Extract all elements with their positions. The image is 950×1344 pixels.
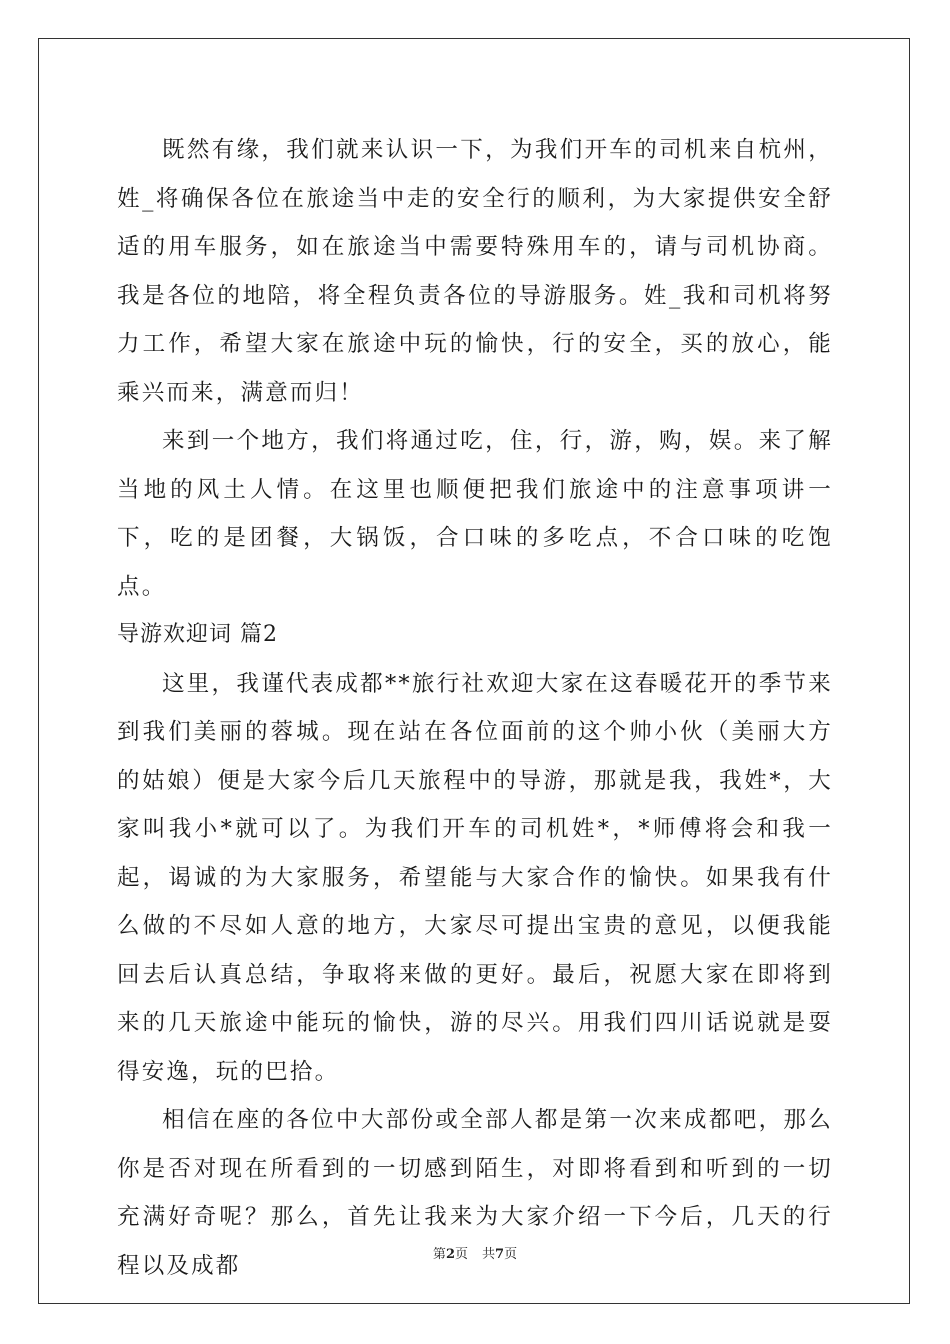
document-body	[117, 126, 833, 1290]
paragraph-local-customs: 来到一个地方，我们将通过吃，住，行，游，购，娱。来了解当地的风土人情。在这里也顺便把我们旅途中的注意事项讲一下，吃的是团餐，大锅饭，合口味的多吃点，不合口味的吃饱点。	[117, 428, 833, 600]
total-suffix: 页	[504, 1247, 518, 1262]
paragraph-driver-intro: 既然有缘，我们就来认识一下，为我们开车的司机来自杭州，姓_将确保各位在旅途当中走的安全行的顺利，为大家提供安全舒适的用车服务，如在旅途当中需要特殊用车的，请与司机协商。我是各位的地陪，将全程负责各位的导游服务。姓_我和司机将努力工作，希望大家在旅途中玩的愉快，行的安全，买的放心，能乘兴而来，满意而归！	[117, 137, 833, 406]
page-footer	[0, 1246, 950, 1264]
page-current-number: 2	[445, 1247, 455, 1262]
page-total-number: 7	[495, 1247, 505, 1262]
page-prefix: 第	[432, 1247, 446, 1262]
total-prefix: 共	[482, 1247, 496, 1262]
section-heading: 导游欢迎词 篇2	[117, 622, 278, 647]
paragraph-chengdu-welcome: 这里，我谨代表成都**旅行社欢迎大家在这春暖花开的季节来到我们美丽的蓉城。现在站在各位面前的这个帅小伙（美丽大方的姑娘）便是大家今后几天旅程中的导游，那就是我，我姓*，大家叫我小*就可以了。为我们开车的司机姓*，*师傅将会和我一起，谒诚的为大家服务，希望能与大家合作的愉快。如果我有什么做的不尽如人意的地方，大家尽可提出宝贵的意见，以便我能回去后认真总结，争取将来做的更好。最后，祝愿大家在即将到来的几天旅途中能玩的愉快，游的尽兴。用我们四川话说就是耍得安逸，玩的巴拾。	[117, 670, 833, 1085]
paragraph-itinerary-intro: 相信在座的各位中大部份或全部人都是第一次来成都吧，那么你是否对现在所看到的一切感到陌生，对即将看到和听到的一切充满好奇呢？那么，首先让我来为大家介绍一下今后，几天的行程以及成都	[117, 1107, 833, 1279]
page-suffix: 页	[454, 1247, 468, 1262]
